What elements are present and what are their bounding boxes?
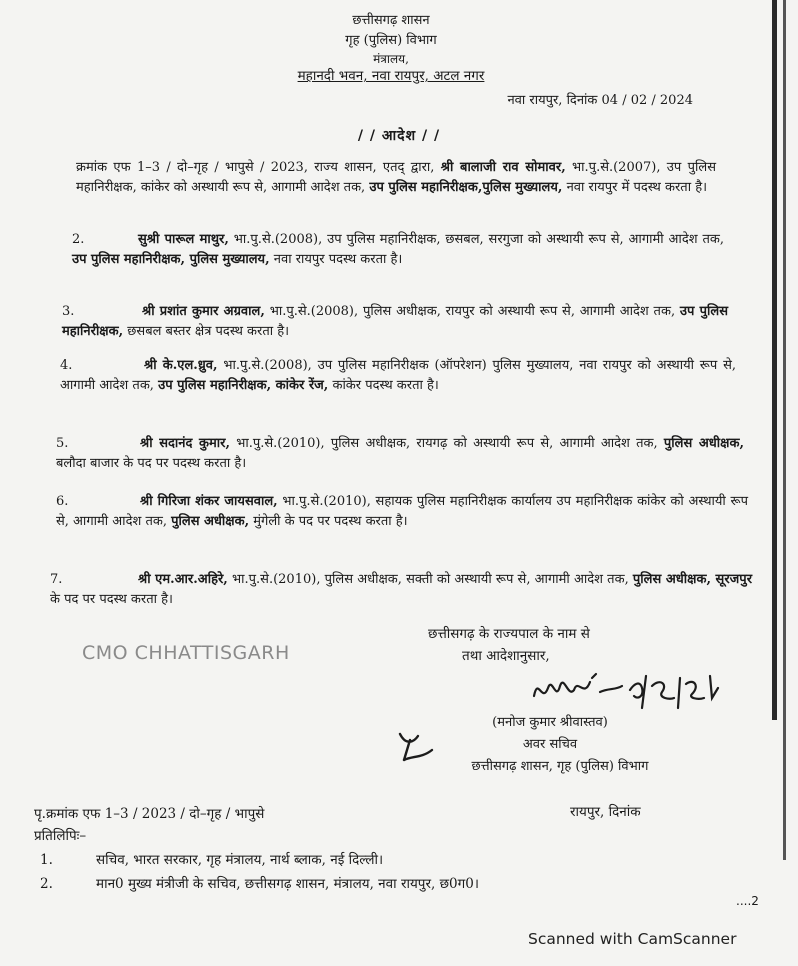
paragraph-number: 5. <box>56 436 69 451</box>
signatory-post: अवर सचिव <box>522 737 578 752</box>
copy-item-number: 2. <box>40 876 53 892</box>
header-ministry: मंत्रालय, <box>373 52 409 66</box>
officer-name: श्री के.एल.ध्रुव, <box>144 358 218 373</box>
order-title: / / आदेश / / <box>357 128 441 144</box>
paragraph-number: 2. <box>72 232 85 247</box>
officer-name: श्री एम.आर.अहिरे, <box>138 572 228 587</box>
posting-title: पुलिस अधीक्षक, <box>663 436 744 451</box>
paragraph-text: भा.पु.से.(2010), पुलिस अधीक्षक, सक्ती को अस्थायी रूप से, आगामी आदेश तक, <box>227 572 633 587</box>
header-address: महानदी भवन, नवा रायपुर, अटल नगर <box>297 68 485 84</box>
posting-title: पुलिस अधीक्षक, सूरजपुर <box>632 572 753 587</box>
scanner-watermark: Scanned with CamScanner <box>528 930 737 948</box>
paragraph-text: भा.पु.से.(2010), सहायक पुलिस महानिरीक्षक कार्यालय उप महानिरीक्षक कांकेर को अस्थायी रूप से, आगामी आदेश तक, <box>56 494 748 529</box>
paragraph-text: भा.पु.से.(2008), उप पुलिस महानिरीक्षक, छसबल, सरगुजा को अस्थायी रूप से, आगामी आदेश तक, <box>228 232 724 247</box>
posting-title: उप पुलिस महानिरीक्षक,पुलिस मुख्यालय, <box>369 179 563 195</box>
paragraph-text: कांकेर पदस्थ करता है। <box>328 377 439 393</box>
order-paragraph-2 <box>72 230 724 269</box>
signatory-name: (मनोज कुमार श्रीवास्तव) <box>492 715 608 730</box>
paragraph-text: मुंगेली के पद पर पदस्थ करता है। <box>249 513 408 529</box>
order-paragraph-7 <box>50 570 752 609</box>
paragraph-number: 6. <box>56 494 69 509</box>
officer-name: श्री सदानंद कुमार, <box>140 436 230 451</box>
officer-name: श्री प्रशांत कुमार अग्रवाल, <box>142 304 265 319</box>
officer-name: श्री गिरिजा शंकर जायसवाल, <box>140 494 278 509</box>
paragraph-number: 7. <box>50 572 63 587</box>
header-department: गृह (पुलिस) विभाग <box>345 33 437 48</box>
paragraph-text: भा.पु.से.(2010), पुलिस अधीक्षक, रायगढ़ को अस्थायी रूप से, आगामी आदेश तक, <box>229 436 664 451</box>
endorsement-reference: पृ.क्रमांक एफ 1–3 / 2023 / दो–गृह / भापुसे <box>34 806 265 822</box>
scan-edge-shadow <box>772 0 777 720</box>
order-paragraph-3 <box>62 302 728 341</box>
paragraph-text: भा.पु.से.(2008), पुलिस अधीक्षक, रायपुर को अस्थायी रूप से, आगामी आदेश तक, <box>264 304 680 319</box>
posting-title: पुलिस अधीक्षक, <box>171 513 250 529</box>
endorsement-place-date: रायपुर, दिनांक <box>570 804 641 820</box>
page-continuation: ....2 <box>736 894 759 908</box>
paragraph-text: नवा रायपुर में पदस्थ करता है। <box>562 179 708 195</box>
watermark-text: CMO CHHATTISGARH <box>82 642 290 664</box>
officer-name: श्री बालाजी राव सोमावर, <box>440 160 566 175</box>
paragraph-text: के पद पर पदस्थ करता है। <box>50 591 173 607</box>
order-paragraph-5 <box>56 434 744 473</box>
paragraph-text: भा.पु.से.(2008), उप पुलिस महानिरीक्षक (ऑपरेशन) पुलिस मुख्यालय, नवा रायपुर को अस्थायी रूप से, आगामी आदेश तक, <box>60 358 736 393</box>
authority-line-1: छत्तीसगढ़ के राज्यपाल के नाम से <box>428 626 590 642</box>
copy-heading: प्रतिलिपिः– <box>34 828 87 844</box>
copy-item-text: मान0 मुख्य मंत्रीजी के सचिव, छत्तीसगढ़ शासन, मंत्रालय, नवा रायपुर, छ0ग0। <box>96 876 479 892</box>
order-paragraph-4 <box>60 356 736 395</box>
paragraph-text: नवा रायपुर पदस्थ करता है। <box>269 251 403 267</box>
order-paragraph-6 <box>56 492 748 531</box>
copy-item-text: सचिव, भारत सरकार, गृह मंत्रालय, नार्थ ब्लाक, नई दिल्ली। <box>96 852 384 868</box>
signature-mark <box>530 668 730 718</box>
posting-title: उप पुलिस महानिरीक्षक, कांकेर रेंज, <box>158 377 329 393</box>
posting-title: उप पुलिस महानिरीक्षक, <box>62 304 728 339</box>
order-paragraph-1 <box>76 158 716 197</box>
paragraph-text: भा.पु.से.(2007), उप पुलिस महानिरीक्षक, कांकेर को अस्थायी रूप से, आगामी आदेश तक, <box>76 160 716 195</box>
signatory-department: छत्तीसगढ़ शासन, गृह (पुलिस) विभाग <box>471 759 649 774</box>
paragraph-text: छसबल बस्तर क्षेत्र पदस्थ करता है। <box>123 323 290 339</box>
copy-item <box>40 874 479 892</box>
paragraph-number: 3. <box>62 304 75 319</box>
paragraph-text: बलौदा बाजार के पद पर पदस्थ करता है। <box>56 455 247 471</box>
header-government: छत्तीसगढ़ शासन <box>352 13 430 28</box>
paragraph-number: 4. <box>60 358 73 373</box>
authority-line-2: तथा आदेशानुसार, <box>462 648 550 664</box>
paragraph-text: क्रमांक एफ 1–3 / दो–गृह / भापुसे / 2023, राज्य शासन, एतद् द्वारा, <box>76 160 441 175</box>
copy-item-number: 1. <box>40 852 53 868</box>
officer-name: सुश्री पारूल माथुर, <box>138 232 229 247</box>
copy-item <box>40 850 383 868</box>
posting-title: उप पुलिस महानिरीक्षक, पुलिस मुख्यालय, <box>72 251 270 267</box>
order-date: नवा रायपुर, दिनांक 04 / 02 / 2024 <box>507 93 693 108</box>
